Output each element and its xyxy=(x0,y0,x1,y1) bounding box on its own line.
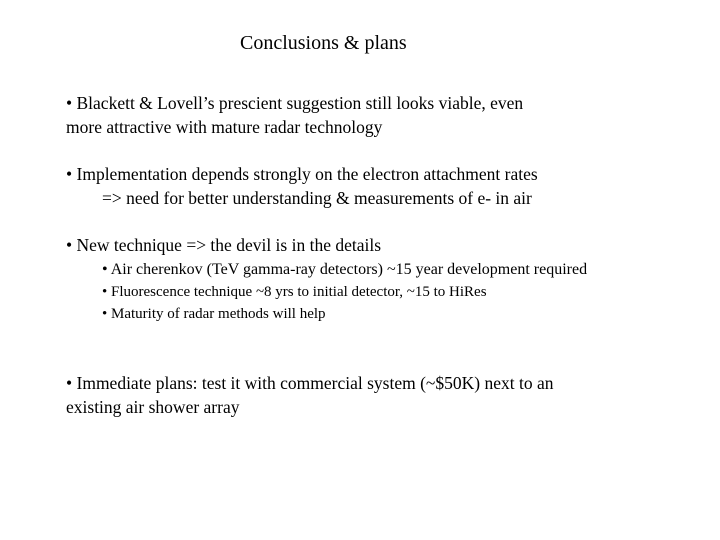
bullet-new-technique xyxy=(66,233,656,257)
bullet-line: • Immediate plans: test it with commercial system (~$50K) next to an xyxy=(66,373,554,393)
slide-title: Conclusions & plans xyxy=(240,32,407,54)
bullet-line: • Blackett & Lovell’s prescient suggestion still looks viable, even xyxy=(66,93,524,113)
bullet-immediate-plans xyxy=(66,371,656,419)
sub-bullet-list xyxy=(102,259,642,325)
bullet-radar-suggestion xyxy=(66,91,656,139)
bullet-line: existing air shower array xyxy=(66,397,240,417)
bullet-line: • Implementation depends strongly on the electron attachment rates xyxy=(66,164,538,184)
sub-bullet-radar-maturity: • Maturity of radar methods will help xyxy=(102,306,326,322)
bullet-line: => need for better understanding & measurements of e- in air xyxy=(102,188,532,208)
bullet-line: more attractive with mature radar technology xyxy=(66,117,383,137)
sub-bullet-fluorescence: • Fluorescence technique ~8 yrs to initial detector, ~15 to HiRes xyxy=(102,284,487,300)
sub-bullet-air-cherenkov: • Air cherenkov (TeV gamma-ray detectors) ~15 year development required xyxy=(102,261,588,278)
bullet-line: • New technique => the devil is in the details xyxy=(66,235,382,255)
bullet-electron-attachment xyxy=(66,162,656,210)
